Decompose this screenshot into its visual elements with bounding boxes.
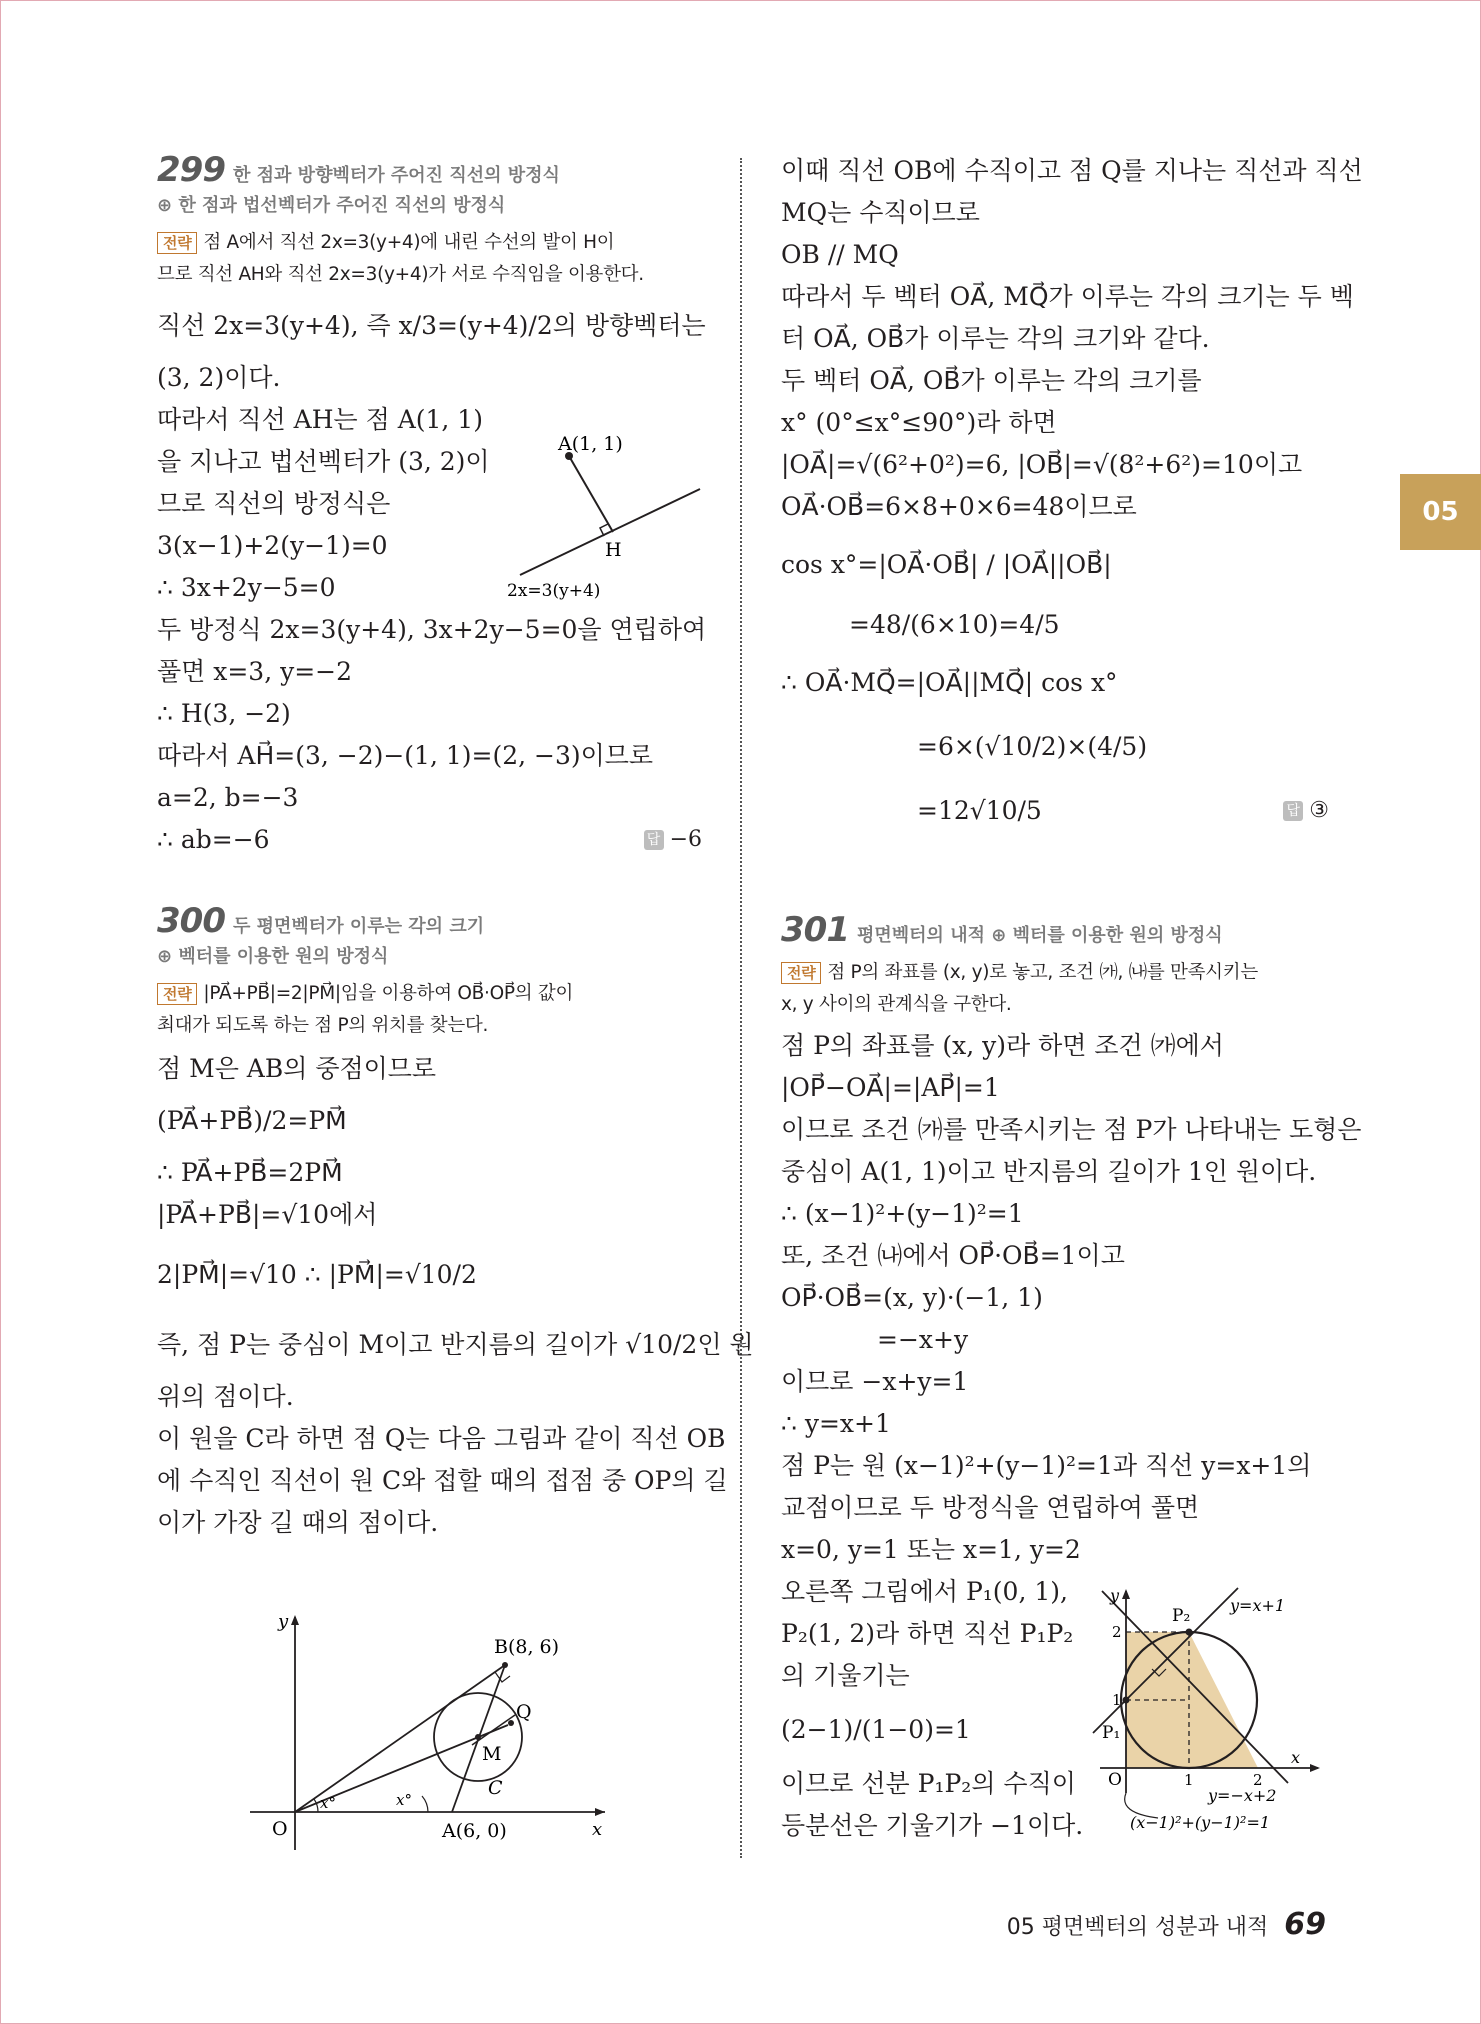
- strategy-tag: 전략: [157, 983, 197, 1005]
- solution-line: P₂(1, 2)라 하면 직선 P₁P₂: [781, 1619, 1074, 1648]
- problem-subtitle: ⊕ 벡터를 이용한 원의 방정식: [157, 946, 389, 967]
- x-axis-arrow: [1310, 1764, 1320, 1772]
- label-y: y: [1110, 1586, 1120, 1605]
- p300-figure: [240, 1605, 620, 1855]
- problem-number: 300: [157, 901, 225, 941]
- point-M: [475, 1734, 481, 1740]
- solution-line: ∴ H(3, −2): [157, 699, 291, 728]
- angle-arc-1: [314, 1799, 318, 1812]
- label-x: x: [592, 1819, 603, 1840]
- solution-line: |PA⃗+PB⃗|=√10에서: [157, 1200, 378, 1229]
- solution-line: 두 벡터 OA⃗, OB⃗가 이루는 각의 크기를: [781, 366, 1202, 395]
- problem-subtitle: ⊕ 한 점과 법선벡터가 주어진 직선의 방정식: [157, 195, 506, 216]
- solution-line: 2|PM⃗|=√10 ∴ |PM⃗|=√10/2: [157, 1260, 477, 1289]
- problem-title: 두 평면벡터가 이루는 각의 크기: [232, 916, 485, 937]
- strategy-text: 최대가 되도록 하는 점 P의 위치를 찾는다.: [157, 1015, 489, 1036]
- solution-line: a=2, b=−3: [157, 783, 299, 812]
- problem-number: 301: [781, 910, 849, 950]
- solution-line: =48/(6×10)=4/5: [849, 610, 1060, 639]
- label-line1: y=x+1: [1230, 1596, 1286, 1615]
- solution-line: =6×(√10/2)×(4/5): [917, 732, 1148, 761]
- strategy-text: 점 P의 좌표를 (x, y)로 놓고, 조건 ㈎, ㈏를 만족시키는: [827, 962, 1258, 983]
- solution-line: ∴ PA⃗+PB⃗=2PM⃗: [157, 1158, 343, 1187]
- solution-line: 이가 가장 길 때의 점이다.: [157, 1508, 439, 1537]
- page-footer: [1007, 1907, 1326, 1942]
- label-x1: 1: [1184, 1771, 1194, 1789]
- label-C: C: [488, 1777, 503, 1799]
- solution-line: ∴ y=x+1: [781, 1409, 891, 1438]
- answer-value: ③: [1309, 798, 1329, 823]
- solution-line: ∴ (x−1)²+(y−1)²=1: [781, 1199, 1024, 1228]
- solution-line: 의 기울기는: [781, 1661, 910, 1690]
- solution-line: 즉, 점 P는 중심이 M이고 반지름의 길이가 √10/2인 원: [157, 1330, 754, 1359]
- point-P2: [1186, 1629, 1193, 1636]
- solution-line: |OP⃗−OA⃗|=|AP⃗|=1: [781, 1073, 1000, 1102]
- solution-line: 따라서 직선 AH는 점 A(1, 1): [157, 405, 483, 434]
- label-x: x: [1291, 1748, 1301, 1767]
- chapter-side-tab: 05: [1400, 474, 1481, 550]
- solution-line: 직선 2x=3(y+4), 즉 x/3=(y+4)/2의 방향벡터는: [157, 311, 706, 340]
- solution-line: 오른쪽 그림에서 P₁(0, 1),: [781, 1577, 1068, 1606]
- problem-300-continued: [781, 150, 1363, 832]
- label-A: A(1, 1): [558, 433, 623, 455]
- point-B: [502, 1662, 508, 1668]
- solution-line: 므로 직선의 방정식은: [157, 489, 391, 518]
- y-axis-arrow: [291, 1615, 299, 1625]
- solution-line: 또, 조건 ㈏에서 OP⃗·OB⃗=1이고: [781, 1241, 1125, 1270]
- label-y1: 1: [1112, 1691, 1122, 1709]
- solution-line: 점 P의 좌표를 (x, y)라 하면 조건 ㈎에서: [781, 1031, 1224, 1060]
- label-P2: P₂: [1172, 1606, 1191, 1626]
- p301-figure: [1088, 1583, 1333, 1838]
- strategy-tag: 전략: [157, 232, 197, 254]
- solution-line: (PA⃗+PB⃗)/2=PM⃗: [157, 1106, 347, 1135]
- solution-line: 이 원을 C라 하면 점 Q는 다음 그림과 같이 직선 OB: [157, 1424, 726, 1453]
- label-Q: Q: [516, 1701, 532, 1723]
- problem-title: 한 점과 방향벡터가 주어진 직선의 방정식: [232, 165, 560, 186]
- solution-line: 두 방정식 2x=3(y+4), 3x+2y−5=0을 연립하여: [157, 615, 707, 644]
- label-circle: (x−1)²+(y−1)²=1: [1130, 1813, 1271, 1832]
- answer-row: [157, 819, 702, 861]
- label-B: B(8, 6): [494, 1636, 560, 1658]
- solution-line: |OA⃗|=√(6²+0²)=6, |OB⃗|=√(8²+6²)=10이고: [781, 450, 1303, 479]
- solution-line: 터 OA⃗, OB⃗가 이루는 각의 크기와 같다.: [781, 324, 1210, 353]
- solution-line: ∴ ab=−6: [157, 825, 270, 854]
- footer-chapter: 05 평면벡터의 성분과 내적: [1006, 1915, 1269, 1940]
- problem-number: 299: [157, 150, 225, 190]
- angle-arc-2: [422, 1796, 428, 1812]
- point-Q: [508, 1720, 514, 1726]
- problem-300: [157, 901, 754, 1544]
- label-A: A(6, 0): [442, 1820, 507, 1842]
- solution-line: 따라서 AH⃗=(3, −2)−(1, 1)=(2, −3)이므로: [157, 741, 654, 770]
- answer-label: 답: [1283, 801, 1303, 821]
- solution-line: 이므로 선분 P₁P₂의 수직이: [781, 1769, 1076, 1798]
- answer-label: 답: [644, 830, 664, 850]
- solution-line: ∴ 3x+2y−5=0: [157, 573, 336, 602]
- solution-line: x=0, y=1 또는 x=1, y=2: [781, 1535, 1081, 1564]
- perpendicular-AH: [569, 456, 613, 532]
- solution-line: 에 수직인 직선이 원 C와 접할 때의 접점 중 OP의 길: [157, 1466, 728, 1495]
- solution-line: 점 P는 원 (x−1)²+(y−1)²=1과 직선 y=x+1의: [781, 1451, 1312, 1480]
- solution-line: 3(x−1)+2(y−1)=0: [157, 531, 388, 560]
- left-column: [157, 150, 754, 1544]
- label-line: 2x=3(y+4): [507, 581, 601, 601]
- solution-line: 교점이므로 두 방정식을 연립하여 풀면: [781, 1493, 1200, 1522]
- answer: [1283, 790, 1329, 832]
- line-2x-3y4: [520, 489, 700, 575]
- strategy-tag: 전략: [781, 962, 821, 984]
- label-M: M: [482, 1743, 502, 1765]
- solution-line: 점 M은 AB의 중점이므로: [157, 1054, 437, 1083]
- label-angle-2: x°: [396, 1791, 412, 1809]
- solution-line: 이므로 조건 ㈎를 만족시키는 점 P가 나타내는 도형은: [781, 1115, 1362, 1144]
- solution-line: 등분선은 기울기가 −1이다.: [781, 1811, 1084, 1840]
- y-axis-arrow: [1122, 1589, 1130, 1599]
- label-H: H: [605, 539, 622, 561]
- solution-line: 풀면 x=3, y=−2: [157, 657, 353, 686]
- label-P1: P₁: [1102, 1723, 1121, 1743]
- point-P1: [1123, 1697, 1130, 1704]
- solution-line: =12√10/5: [917, 796, 1042, 825]
- label-y: y: [278, 1611, 289, 1632]
- solution-line: =−x+y: [877, 1325, 969, 1354]
- label-line2: y=−x+2: [1208, 1786, 1277, 1805]
- p299-figure: [505, 430, 705, 610]
- label-y2: 2: [1112, 1623, 1122, 1641]
- strategy-text: 점 A에서 직선 2x=3(y+4)에 내린 수선의 발이 H이: [203, 232, 615, 253]
- answer: [644, 819, 702, 861]
- solution-line: cos x°=|OA⃗·OB⃗| / |OA⃗||OB⃗|: [781, 550, 1112, 579]
- label-O: O: [1108, 1770, 1122, 1790]
- label-x2: 2: [1253, 1771, 1263, 1789]
- segment-MQ: [472, 1715, 515, 1745]
- answer-value: −6: [669, 827, 702, 852]
- answer-row: [781, 790, 1329, 832]
- solution-line: OA⃗·OB⃗=6×8+0×6=48이므로: [781, 492, 1137, 521]
- solution-line: 이때 직선 OB에 수직이고 점 Q를 지나는 직선과 직선: [781, 156, 1363, 185]
- solution-line: (3, 2)이다.: [157, 363, 281, 392]
- column-divider: [740, 158, 742, 1858]
- solution-line: 이므로 −x+y=1: [781, 1367, 969, 1396]
- solution-line: 위의 점이다.: [157, 1382, 294, 1411]
- page-number: 69: [1284, 1907, 1326, 1942]
- solution-line: ∴ OA⃗·MQ⃗=|OA⃗||MQ⃗| cos x°: [781, 668, 1118, 697]
- problem-title: 평면벡터의 내적 ⊕ 벡터를 이용한 원의 방정식: [856, 925, 1223, 946]
- strategy-text: |PA⃗+PB⃗|=2|PM⃗|임을 이용하여 OB⃗·OP⃗의 값이: [203, 983, 574, 1004]
- solution-line: MQ는 수직이므로: [781, 198, 980, 227]
- x-axis-arrow: [595, 1808, 605, 1816]
- solution-line: x° (0°≤x°≤90°)라 하면: [781, 408, 1057, 437]
- solution-line: OB // MQ: [781, 240, 899, 269]
- solution-line: OP⃗·OB⃗=(x, y)·(−1, 1): [781, 1283, 1043, 1312]
- solution-line: 중심이 A(1, 1)이고 반지름의 길이가 1인 원이다.: [781, 1157, 1317, 1186]
- problem-301-header: [781, 910, 1329, 951]
- solution-line: 을 지나고 법선벡터가 (3, 2)이: [157, 447, 490, 476]
- solution-line: (2−1)/(1−0)=1: [781, 1715, 971, 1744]
- problem-300-header: [157, 901, 702, 972]
- label-angle-1: x°: [320, 1794, 336, 1812]
- strategy-text: 므로 직선 AH와 직선 2x=3(y+4)가 서로 수직임을 이용한다.: [157, 264, 644, 285]
- solution-line: 따라서 두 벡터 OA⃗, MQ⃗가 이루는 각의 크기는 두 벡: [781, 282, 1354, 311]
- problem-299-header: [157, 150, 702, 221]
- label-O: O: [272, 1818, 288, 1840]
- strategy-text: x, y 사이의 관계식을 구한다.: [781, 994, 1012, 1015]
